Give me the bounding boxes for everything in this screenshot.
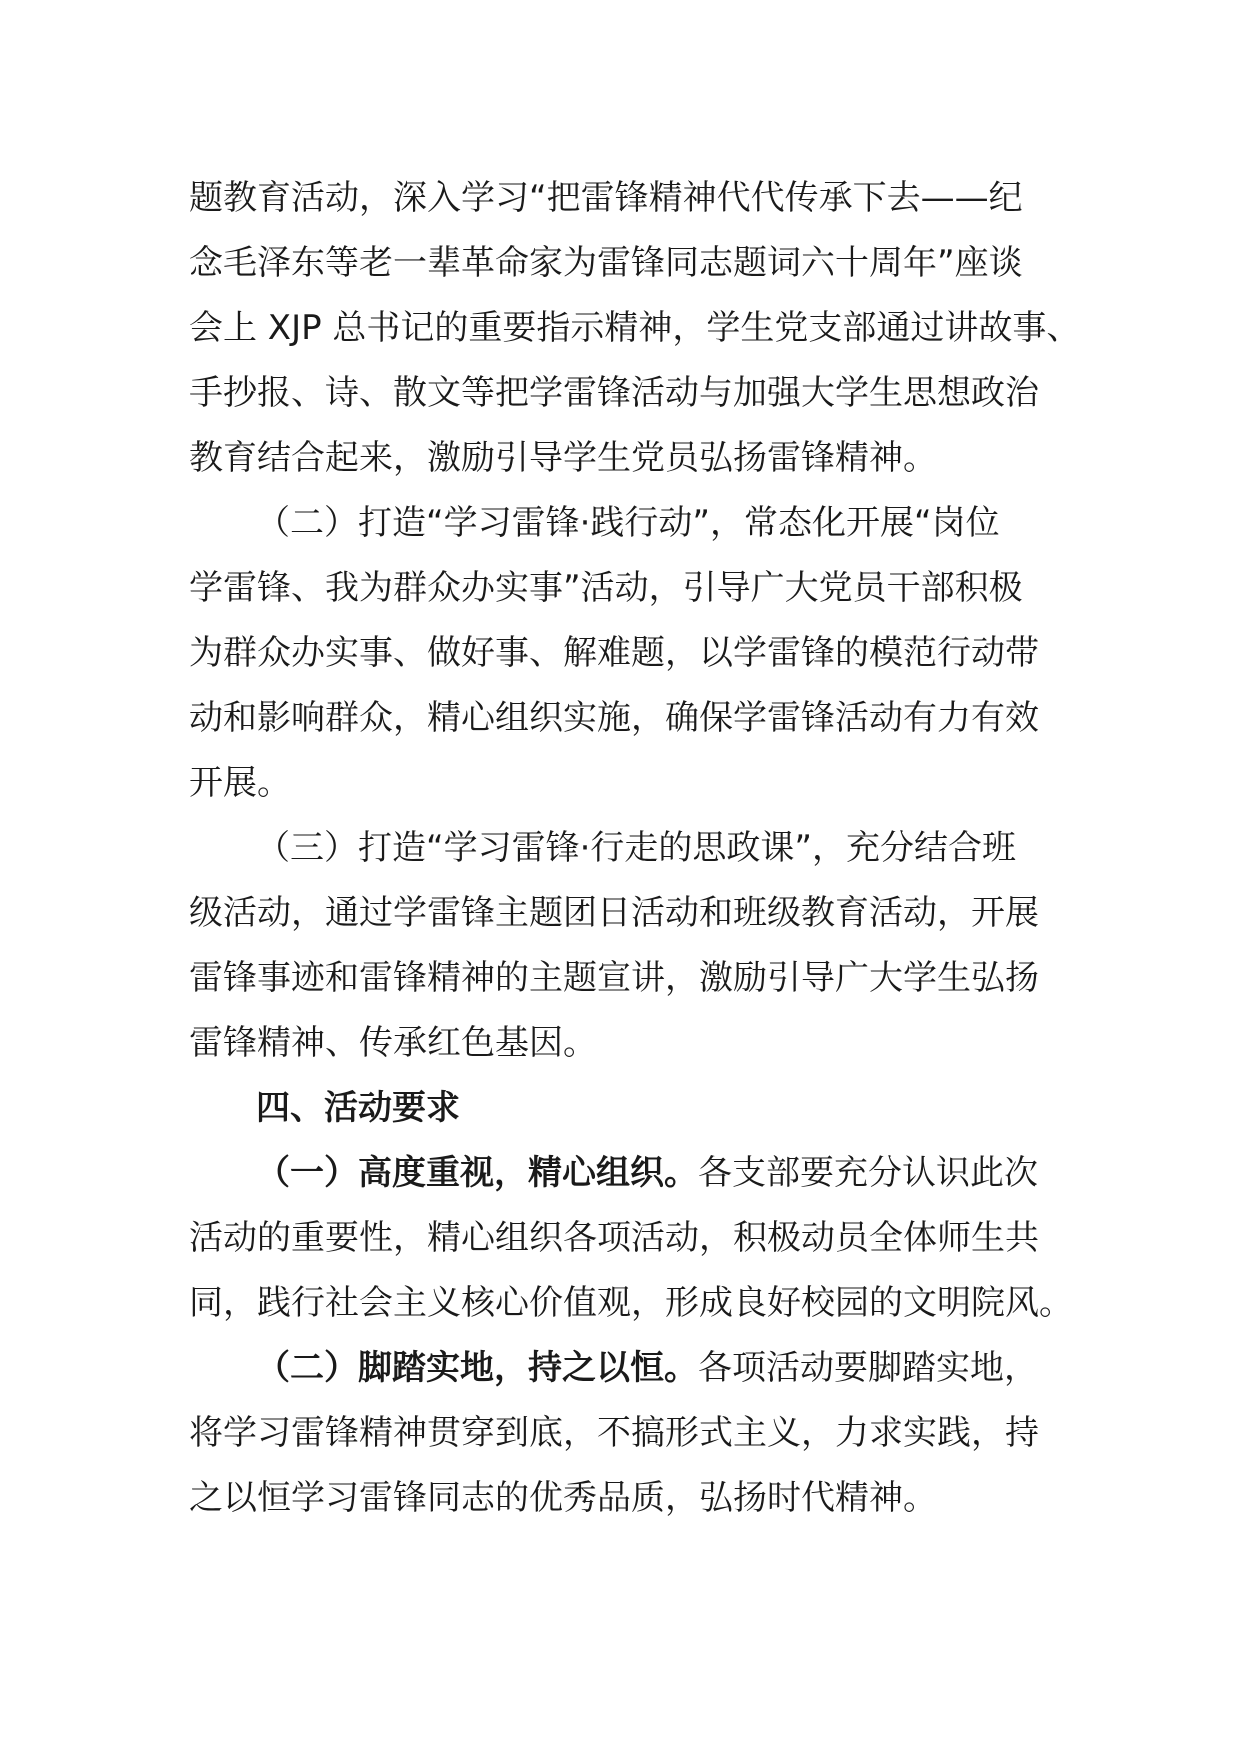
body-text-line: 念毛泽东等老一辈革命家为雷锋同志题词六十周年”座谈 (189, 243, 1023, 283)
body-text-line: 级活动，通过学雷锋主题团日活动和班级教育活动，开展 (189, 893, 1039, 933)
body-text-line: 同，践行社会主义核心价值观，形成良好校园的文明院风。 (189, 1283, 1073, 1323)
body-text-line: 雷锋事迹和雷锋精神的主题宣讲，激励引导广大学生弘扬 (189, 958, 1039, 998)
body-text-line: 将学习雷锋精神贯穿到底，不搞形式主义，力求实践，持 (189, 1413, 1039, 1453)
body-text-line: 活动的重要性，精心组织各项活动，积极动员全体师生共 (189, 1218, 1039, 1258)
body-text-run: 各支部要充分认识此次 (698, 1153, 1038, 1193)
body-text-line: 手抄报、诗、散文等把学雷锋活动与加强大学生思想政治 (189, 373, 1039, 413)
body-text-line: 为群众办实事、做好事、解难题，以学雷锋的模范行动带 (189, 633, 1039, 673)
body-text-line: 之以恒学习雷锋同志的优秀品质，弘扬时代精神。 (189, 1478, 937, 1518)
paragraph-start-line: （二）打造“学习雷锋·践行动”，常态化开展“岗位 (256, 503, 1000, 543)
paragraph-start-line (256, 1346, 1038, 1390)
paragraph-start-line: （三）打造“学习雷锋·行走的思政课”，充分结合班 (256, 828, 1017, 868)
body-text-line: 会上 XJP 总书记的重要指示精神，学生党支部通过讲故事、 (189, 308, 1081, 348)
body-text-line: 开展。 (189, 763, 291, 803)
body-text-line: 动和影响群众，精心组织实施，确保学雷锋活动有力有效 (189, 698, 1039, 738)
section-heading: 四、活动要求 (256, 1088, 460, 1128)
body-text-line: 雷锋精神、传承红色基因。 (189, 1023, 597, 1063)
body-text-line: 题教育活动，深入学习“把雷锋精神代代传承下去——纪 (189, 178, 1023, 218)
subheading-lead: （一）高度重视，精心组织。 (256, 1153, 698, 1193)
body-text-run: 各项活动要脚踏实地， (698, 1348, 1038, 1388)
body-text-line: 教育结合起来，激励引导学生党员弘扬雷锋精神。 (189, 438, 937, 478)
paragraph-start-line (256, 1151, 1038, 1195)
body-text-line: 学雷锋、我为群众办实事”活动，引导广大党员干部积极 (189, 568, 1023, 608)
subheading-lead: （二）脚踏实地，持之以恒。 (256, 1348, 698, 1388)
